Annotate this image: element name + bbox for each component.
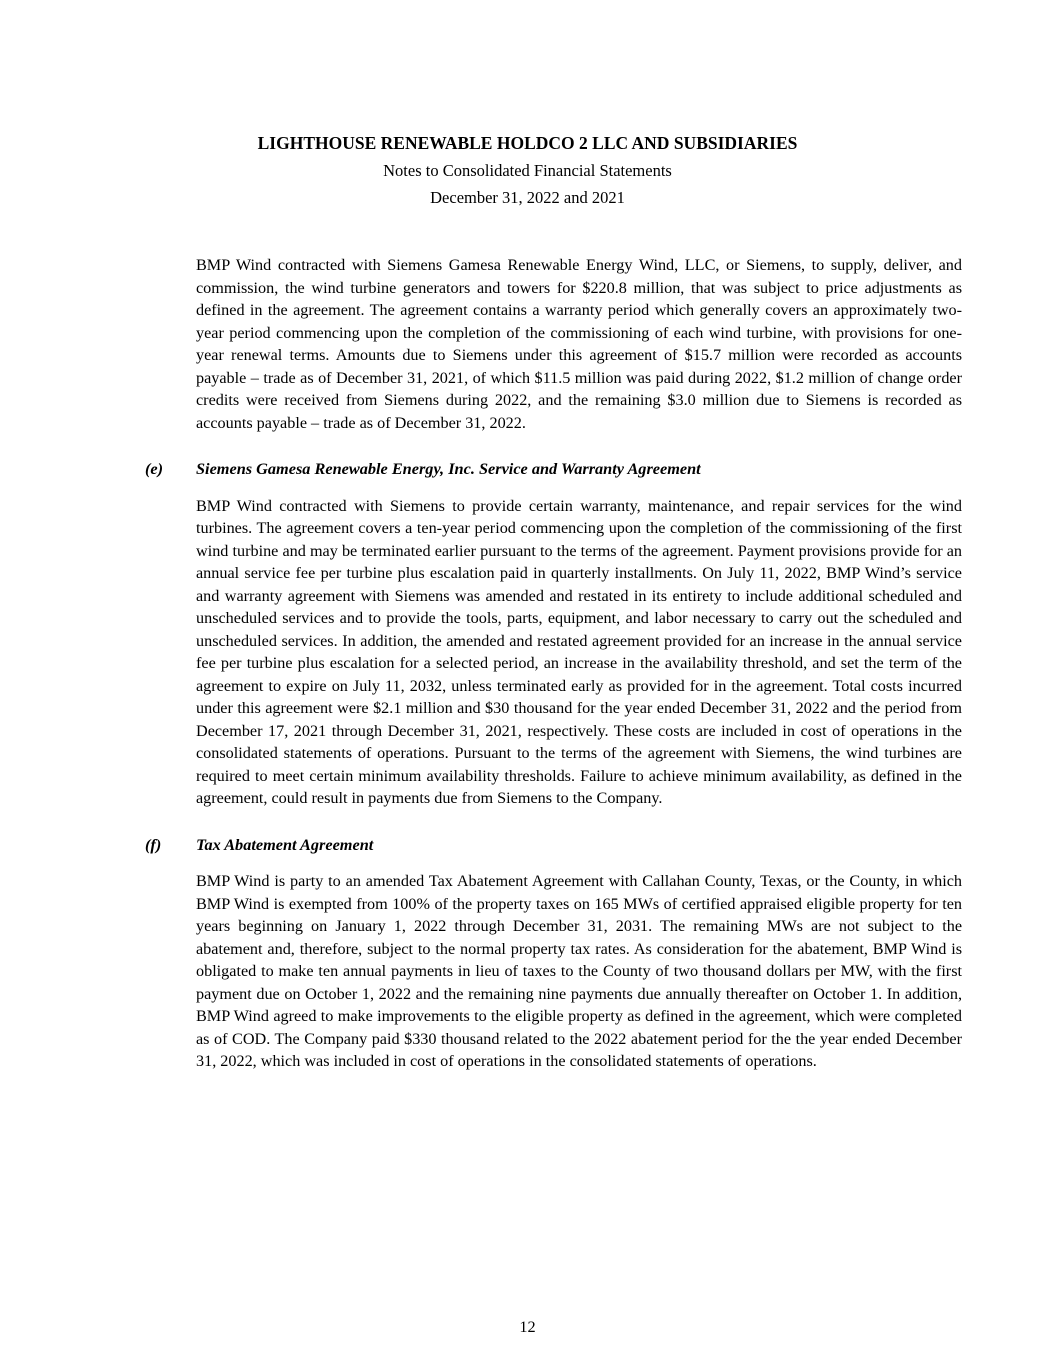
section-e-heading-row: [145, 458, 962, 481]
document-header: [0, 130, 1055, 211]
document-subtitle: Notes to Consolidated Financial Statements: [383, 161, 672, 180]
document-date-line: December 31, 2022 and 2021: [430, 188, 625, 207]
section-f-heading: Tax Abatement Agreement: [196, 834, 374, 854]
document-body: [145, 254, 962, 1073]
section-e-label: (e): [145, 459, 164, 478]
section-e-heading: Siemens Gamesa Renewable Energy, Inc. Service and Warranty Agreement: [196, 459, 701, 478]
section-f-heading-row: [145, 834, 962, 857]
section-f-paragraph: BMP Wind is party to an amended Tax Abatement Agreement with Callahan County, Texas, or the County, in which BMP Wind is exempted from 100% of the property taxes on 165 MWs of certified appraised eligible property for ten years beginning on January 1, 2022 through December 31, 2031. The remaining MWs are not subject to the abatement and, therefore, subject to the normal property tax rates. As consideration for the abatement, BMP Wind is obligated to make ten annual payments in lieu of taxes to the County of two thousand dollars per MW, with the first payment due on October 1, 2022 and the remaining nine payments due annually thereafter on October 1. In addition, BMP Wind agreed to make improvements to the eligible property as defined in the agreement, which were completed as of COD. The Company paid $330 thousand related to the 2022 abatement period for the the year ended December 31, 2022, which was included in cost of operations in the consolidated statements of operations.: [196, 872, 962, 1070]
document-title: LIGHTHOUSE RENEWABLE HOLDCO 2 LLC AND SUBSIDIARIES: [257, 133, 798, 153]
section-f-label: (f): [145, 834, 162, 854]
page-number: 12: [519, 1317, 536, 1336]
intro-paragraph: BMP Wind contracted with Siemens Gamesa Renewable Energy Wind, LLC, or Siemens, to supply, deliver, and commission, the wind turbine generators and towers for $220.8 million, that was subject to price adjustments as defined in the agreement. The agreement contains a warranty period which generally covers an approximately two-year period commencing upon the completion of the commissioning of each wind turbine, with provisions for one-year renewal terms. Amounts due to Siemens under this agreement of $15.7 million were recorded as accounts payable – trade as of December 31, 2021, of which $11.5 million was paid during 2022, $1.2 million of change order credits were received from Siemens during 2022, and the remaining $3.0 million due to Siemens is recorded as accounts payable – trade as of December 31, 2022.: [196, 256, 962, 432]
section-e-paragraph: BMP Wind contracted with Siemens to provide certain warranty, maintenance, and repair services for the wind turbines. The agreement covers a ten-year period commencing upon the completion of the commissioning of the first wind turbine and may be terminated earlier pursuant to the terms of the agreement. Payment provisions provide for an annual service fee per turbine plus escalation paid in quarterly installments. On July 11, 2022, BMP Wind’s service and warranty agreement with Siemens was amended and restated in its entirety to include additional scheduled and unscheduled services and to provide the tools, parts, equipment, and labor necessary to carry out the scheduled and unscheduled services. In addition, the amended and restated agreement provided for an increase in the annual service fee per turbine plus escalation for a selected period, an increase in the availability threshold, and set the term of the agreement to expire on July 11, 2032, unless terminated early as provided for in the agreement. Total costs incurred under this agreement were $2.1 million and $30 thousand for the year ended December 31, 2022 and the period from December 17, 2021 through December 31, 2021, respectively. These costs are included in cost of operations in the consolidated statements of operations. Pursuant to the terms of the agreement with Siemens, the wind turbines are required to meet certain minimum availability thresholds. Failure to achieve minimum availability, as defined in the agreement, could result in payments due from Siemens to the Company.: [196, 496, 962, 807]
